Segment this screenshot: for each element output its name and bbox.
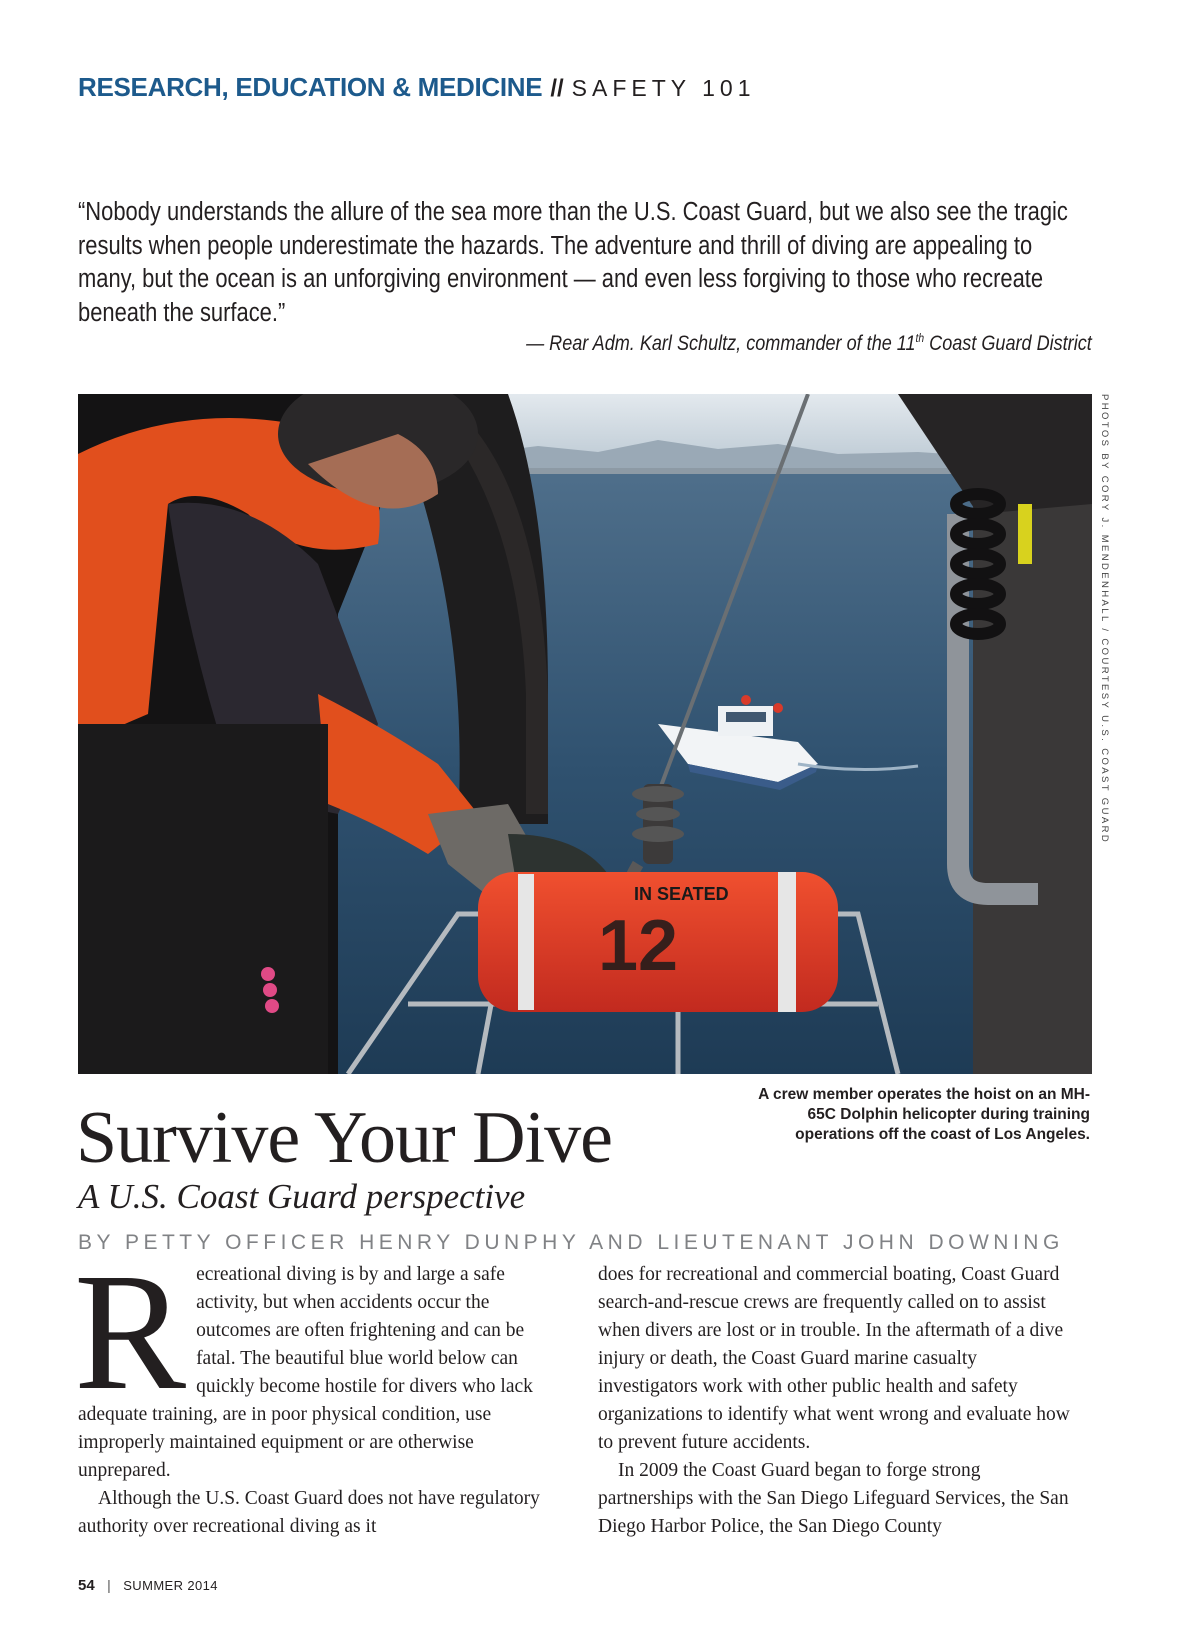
page-footer — [78, 1577, 218, 1595]
article-title: Survive Your Dive — [76, 1097, 612, 1179]
body-column-left — [74, 1239, 548, 1541]
bag-text: IN SEATED — [634, 884, 729, 904]
photo-illustration — [78, 394, 1092, 1074]
photo-credit-text: PHOTOS BY CORY J. MENDENHALL / COURTESY U.S. COAST GUARD — [1099, 394, 1110, 845]
drop-cap: R — [74, 1239, 187, 1425]
section-label: RESEARCH, EDUCATION & MEDICINE — [78, 72, 543, 102]
attribution-text-end: Coast Guard District — [924, 332, 1092, 355]
bag-number: 12 — [598, 906, 679, 986]
footer-separator: | — [107, 1577, 111, 1593]
photo-credit — [1092, 394, 1112, 845]
article-byline: BY PETTY OFFICER HENRY DUNPHY AND LIEUTENANT JOHN DOWNING — [78, 1231, 1064, 1254]
issue-label: SUMMER 2014 — [123, 1578, 218, 1593]
paragraph: does for recreational and commercial boating, Coast Guard search-and-rescue crews are frequently called on to assist when divers are lost or in trouble. In the aftermath of a dive injury or death, the Coast Guard marine casualty investigators work with other public health and safety organizations to identify what went wrong and evaluate how to prevent future accidents. — [598, 1264, 1070, 1453]
paragraph: Although the U.S. Coast Guard does not have regulatory authority over recreational diving as it — [78, 1488, 540, 1537]
attribution-superscript: th — [915, 331, 925, 345]
body-column-right — [598, 1261, 1078, 1541]
section-separator: // — [550, 75, 564, 102]
attribution-text: — Rear Adm. Karl Schultz, commander of the 11 — [526, 332, 916, 355]
paragraph: In 2009 the Coast Guard began to forge strong partnerships with the San Diego Lifeguard Services, the San Diego Harbor Police, the San Diego County — [598, 1460, 1069, 1537]
pull-quote: “Nobody understands the allure of the sea more than the U.S. Coast Guard, but we also see the tragic results when people underestimate the hazards. The adventure and thrill of diving are appealing to many, but the ocean is an unforgiving environment — and even less forgiving to those who recreate beneath the surface.” — [78, 198, 1068, 327]
photo-caption: A crew member operates the hoist on an MH-65C Dolphin helicopter during training operations off the coast of Los Angeles. — [758, 1086, 1090, 1143]
article-subtitle: A U.S. Coast Guard perspective — [78, 1177, 526, 1216]
page-number: 54 — [78, 1577, 95, 1594]
paragraph-text: ecreational diving is by and large a safe activity, but when accidents occur the outcomes are often frightening and can be fatal. The beautiful blue world below can quickly become hostile for divers who lack adequate training, are in poor physical condition, use improperly maintained equipment or are otherwise unprepared. — [78, 1264, 533, 1481]
rescue-bag — [478, 872, 838, 1012]
helicopter-hoist-photo — [78, 394, 1092, 1074]
subsection-label: SAFETY 101 — [571, 75, 756, 101]
paragraph — [74, 1239, 548, 1485]
quote-attribution — [526, 331, 1092, 356]
section-header — [78, 72, 755, 103]
